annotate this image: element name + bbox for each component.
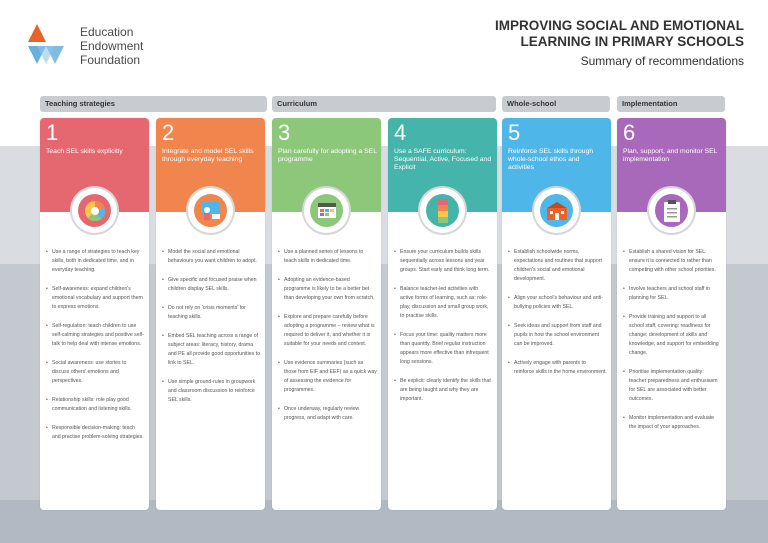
list-item: • Social awareness: use stories to discuss others' emotions and perspectives. bbox=[46, 359, 145, 386]
list-item: • Responsible decision-making: teach and practise problem-solving strategies. bbox=[46, 424, 145, 442]
list-item: • Focus your time: quality matters more than quantity. Brief regular instruction appears more effective than infrequent long sessions. bbox=[394, 331, 493, 367]
list-item: • Seek ideas and support from staff and pupils in how the school environment can be improved. bbox=[508, 322, 607, 349]
list-item: • Self-awareness: expand children's emotional vocabulary and support them to express emotions. bbox=[46, 285, 145, 312]
card-number: 3 bbox=[278, 120, 291, 145]
card-number: 6 bbox=[623, 120, 636, 145]
card-number: 1 bbox=[46, 120, 59, 145]
list-item: • Establish a shared vision for SEL: ensure it is connected to rather than competing with other school priorities. bbox=[623, 248, 722, 275]
card-number: 5 bbox=[508, 120, 521, 145]
title-line-1: IMPROVING SOCIAL AND EMOTIONAL bbox=[494, 18, 744, 33]
teacher-icon bbox=[188, 188, 233, 233]
list-item: • Balance teacher-led activities with active forms of learning, such as: role-play, discussion and small group work, to practise skills. bbox=[394, 285, 493, 321]
recommendation-card-6 bbox=[617, 118, 726, 510]
list-item: • Provide training and support to all school staff, covering: readiness for change; development of skills and knowledge; and support for embedding change. bbox=[623, 313, 722, 358]
title-line-2: LEARNING IN PRIMARY SCHOOLS bbox=[520, 34, 744, 49]
card-title: Integrate and model SEL skills through everyday teaching bbox=[162, 148, 254, 163]
list-item: • Explore and prepare carefully before adopting a programme – review what is required to deliver it, and whether it is suitable for your needs and context. bbox=[278, 313, 377, 349]
wheel-icon bbox=[72, 188, 117, 233]
list-item: • Model the social and emotional behaviours you want children to adopt. bbox=[162, 248, 261, 266]
list-item: • Adopting an evidence-based programme is likely to be a better bet than developing your own from scratch. bbox=[278, 276, 377, 303]
card-title: Teach SEL skills explicitly bbox=[46, 148, 123, 155]
list-item: • Self-regulation: teach children to use self-calming strategies and positive self-talk to help deal with intense emotions. bbox=[46, 322, 145, 349]
list-item: • Embed SEL teaching across a range of subject areas: literacy, history, drama and PE all provide good opportunities to link to SEL. bbox=[162, 332, 261, 368]
list-item: • Use a range of strategies to teach key skills, both in dedicated time, and in everyday teaching. bbox=[46, 248, 145, 275]
logo-line-1: Education bbox=[80, 25, 134, 39]
card-number: 2 bbox=[162, 120, 175, 145]
clipboard-icon bbox=[649, 188, 694, 233]
list-item: • Use simple ground-rules in groupwork and classroom discussion to reinforce SEL skills. bbox=[162, 378, 261, 405]
safe-icon bbox=[420, 188, 465, 233]
list-item: • Involve teachers and school staff in planning for SEL. bbox=[623, 285, 722, 303]
list-item: • Be explicit: clearly identify the skills that are being taught and why they are important. bbox=[394, 377, 493, 404]
eef-logo-icon bbox=[24, 22, 76, 72]
list-item: • Give specific and focused praise when children display SEL skills. bbox=[162, 276, 261, 294]
logo-line-3: Foundation bbox=[80, 53, 141, 67]
list-item: • Use a planned series of lessons to teach skills in dedicated time. bbox=[278, 248, 377, 266]
recommendation-card-3 bbox=[272, 118, 381, 510]
list-item: • Monitor implementation and evaluate the impact of your approaches. bbox=[623, 414, 722, 432]
bullet-list bbox=[272, 248, 381, 433]
category-teaching-strategies: Teaching strategies bbox=[40, 96, 267, 112]
list-item: • Prioritise implementation quality: teacher preparedness and enthusiasm for SEL are associated with better outcomes. bbox=[623, 368, 722, 404]
list-item: • Establish schoolwide norms, expectations and routines that support children's social and emotional development. bbox=[508, 248, 607, 284]
list-item: • Actively engage with parents to reinforce skills in the home environment. bbox=[508, 359, 607, 377]
card-title: Plan, support, and monitor SEL implementation bbox=[623, 148, 718, 163]
school-icon bbox=[534, 188, 579, 233]
bullet-list bbox=[40, 248, 149, 452]
calendar-icon bbox=[304, 188, 349, 233]
list-item: • Do not rely on 'crisis moments' for teaching skills. bbox=[162, 304, 261, 322]
bullet-list bbox=[502, 248, 611, 387]
recommendation-card-1 bbox=[40, 118, 149, 510]
list-item: • Relationship skills: role play good communication and listening skills. bbox=[46, 396, 145, 414]
card-title: Use a SAFE curriculum: Sequential, Active, Focused and Explicit bbox=[394, 148, 492, 171]
bullet-list bbox=[156, 248, 265, 415]
page-title bbox=[495, 18, 744, 50]
list-item: • Use evidence summaries (such as those from EIF and EEF) as a quick way of assessing the evidence for programmes. bbox=[278, 359, 377, 395]
category-implementation: Implementation bbox=[617, 96, 725, 112]
list-item: • Ensure your curriculum builds skills sequentially across lessons and year groups. Start early and think long term. bbox=[394, 248, 493, 275]
category-curriculum: Curriculum bbox=[272, 96, 496, 112]
recommendation-card-2 bbox=[156, 118, 265, 510]
category-whole-school: Whole-school bbox=[502, 96, 610, 112]
recommendation-card-4 bbox=[388, 118, 497, 510]
card-title: Plan carefully for adopting a SEL programme bbox=[278, 148, 377, 163]
page-subtitle: Summary of recommendations bbox=[580, 54, 744, 68]
recommendation-card-5 bbox=[502, 118, 611, 510]
card-number: 4 bbox=[394, 120, 407, 145]
logo-wordmark bbox=[80, 25, 143, 67]
bullet-list bbox=[617, 248, 726, 442]
list-item: • Align your school's behaviour and anti-bullying policies with SEL. bbox=[508, 294, 607, 312]
bullet-list bbox=[388, 248, 497, 414]
logo-line-2: Endowment bbox=[80, 39, 144, 53]
list-item: • Once underway, regularly review progress, and adapt with care. bbox=[278, 405, 377, 423]
card-title: Reinforce SEL skills through whole-school ethos and activities bbox=[508, 148, 594, 171]
